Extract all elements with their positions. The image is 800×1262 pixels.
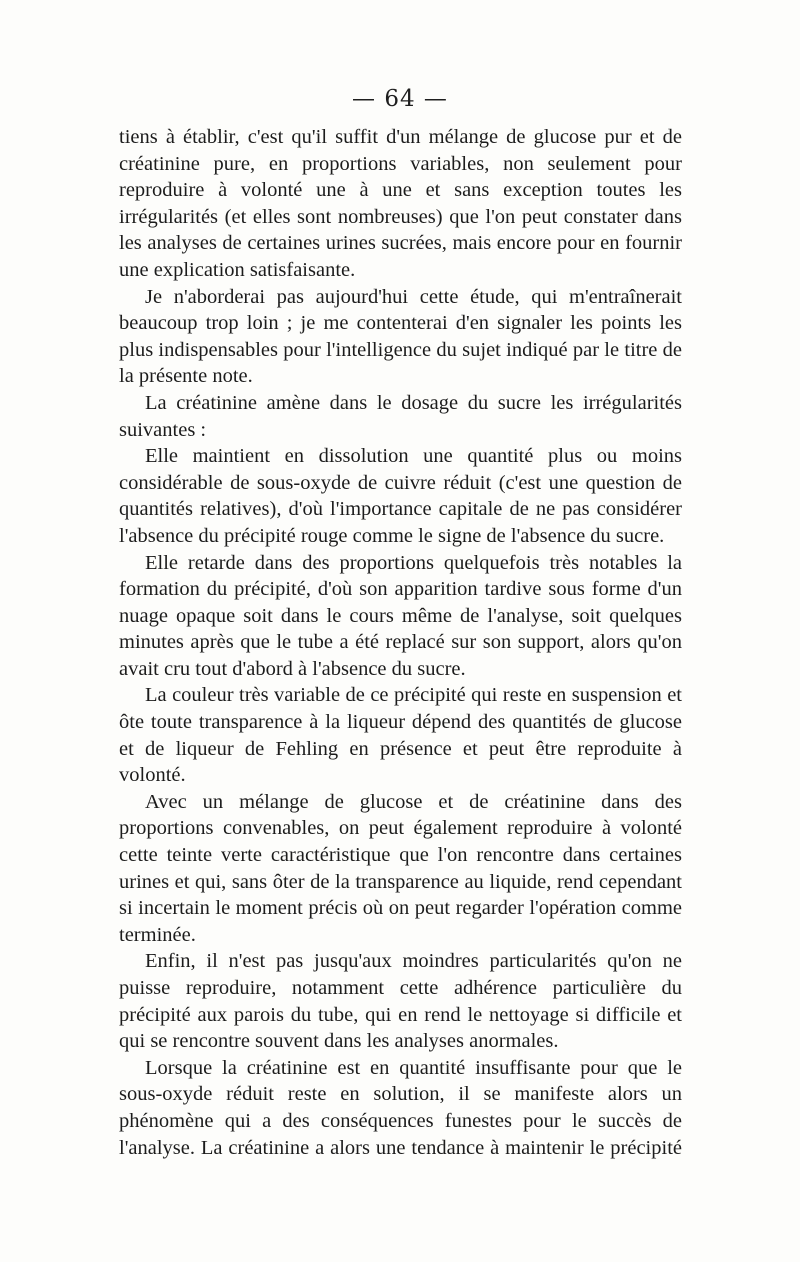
paragraph: Elle maintient en dissolution une quantité plus ou moins considérable de sous-oxyde de cuivre réduit (c'est une question de quantités relatives), d'où l'importance capitale de ne pas considérer l'absence du précipité rouge comme le signe de l'absence du sucre. <box>119 445 682 547</box>
paragraph-continues: Lorsque la créatinine est en quantité insuffisante pour que le sous-oxyde réduit reste en solution, il se manifeste alors un phénomène qui a des conséquences funestes pour le succès de l'analyse. La créatinine a alors une tendance à maintenir le précipité <box>119 1056 682 1159</box>
paragraph: Elle retarde dans des proportions quelquefois très notables la formation du précipité, d'où son apparition tardive sous forme d'un nuage opaque soit dans le cours même de l'analyse, soit quelques minutes après que le tube a été replacé sur son support, alors qu'on avait cru tout d'abord à l'absence du sucre. <box>119 551 682 680</box>
paragraph: La couleur très variable de ce précipité qui reste en suspension et ôte toute transparence à la liqueur dépend des quantités de glucose et de liqueur de Fehling en présence et peut être reproduite à volonté. <box>119 684 682 787</box>
page-number: — 64 — <box>352 86 448 112</box>
paragraph: Avec un mélange de glucose et de créatinine dans des proportions convenables, on peut également reproduire à volonté cette teinte verte caractéristique que l'on rencontre dans certaines urines et qui, sans ôter de la transparence au liquide, rend cependant si incertain le moment précis où on peut regarder l'opération comme terminée. <box>119 790 682 946</box>
paragraph: Je n'aborderai pas aujourd'hui cette étude, qui m'entraînerait beaucoup trop loin ; je me contenterai d'en signaler les points les plus indispensables pour l'intelligence du sujet indiqué par le titre de la présente note. <box>119 285 682 388</box>
body-text <box>119 124 682 1161</box>
paragraph-continuation: tiens à établir, c'est qu'il suffit d'un mélange de glucose pur et de créatinine pure, en proportions variables, non seulement pour reproduire à volonté une à une et sans exception toutes les irrégularités (et elles sont nombreuses) que l'on peut constater dans les analyses de certaines urines sucrées, mais encore pour en fournir une explication satisfaisante. <box>119 126 682 281</box>
paragraph: La créatinine amène dans le dosage du sucre les irrégularités suivantes : <box>119 391 682 441</box>
paragraph: Enfin, il n'est pas jusqu'aux moindres particularités qu'on ne puisse reproduire, notamment cette adhérence particulière du précipité aux parois du tube, qui en rend le nettoyage si difficile et qui se rencontre souvent dans les analyses anormales. <box>119 950 682 1053</box>
